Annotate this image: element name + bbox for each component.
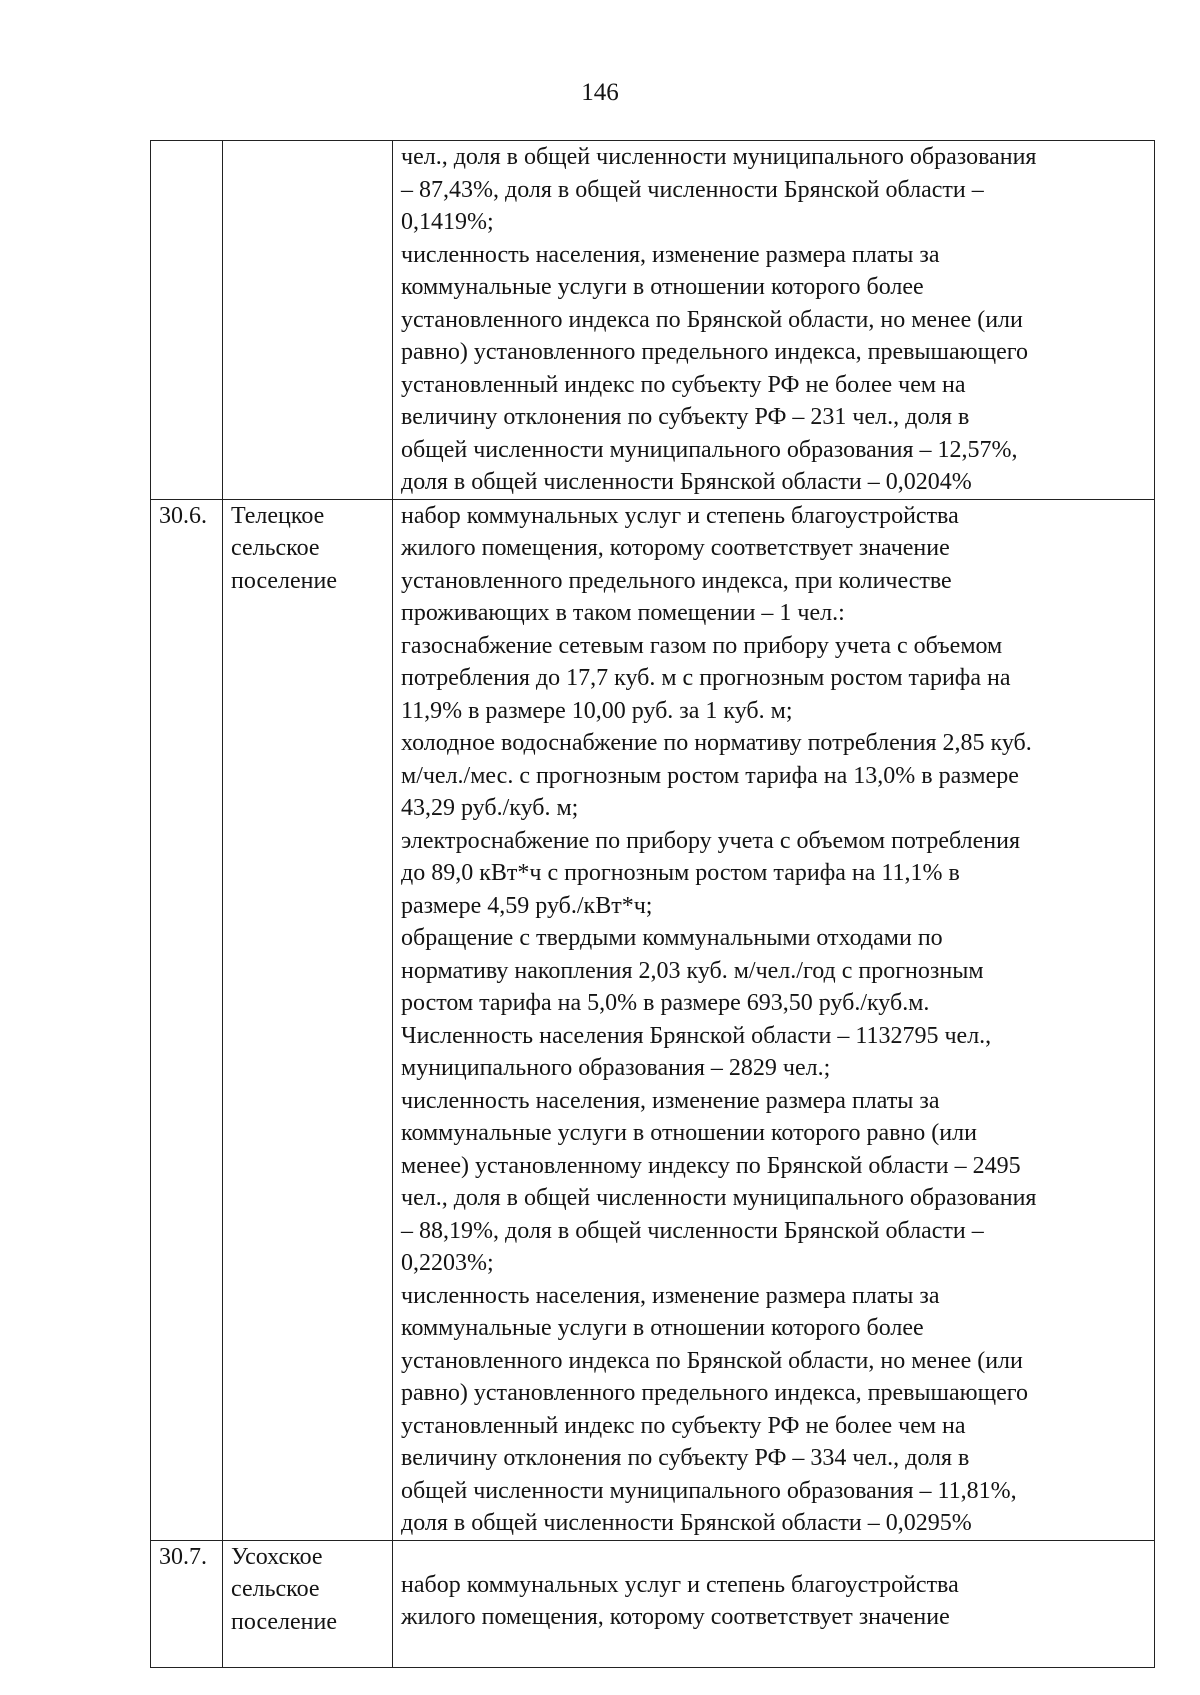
description-line: равно) установленного предельного индекса, превышающего xyxy=(401,1380,1028,1406)
description-line: нормативу накопления 2,03 куб. м/чел./год с прогнозным xyxy=(401,957,984,984)
settlement-name-line: сельское xyxy=(231,535,320,561)
description-line: установленный индекс по субъекту РФ не более чем на xyxy=(401,371,966,398)
description-line: – 88,19%, доля в общей численности Брянской области – xyxy=(401,1217,984,1244)
description-line: чел., доля в общей численности муниципального образования xyxy=(401,1185,1037,1211)
description-line: – 87,43%, доля в общей численности Брянской области – xyxy=(401,176,984,203)
description-line: установленного индекса по Брянской области, но менее (или xyxy=(401,306,1023,333)
description-line: менее) установленному индексу по Брянской области – 2495 xyxy=(401,1152,1021,1179)
description-line: 11,9% в размере 10,00 руб. за 1 куб. м; xyxy=(401,697,793,724)
description-line: газоснабжение сетевым газом по прибору учета с объемом xyxy=(401,632,1003,659)
description-line: муниципального образования – 2829 чел.; xyxy=(401,1055,831,1081)
description-line: ростом тарифа на 5,0% в размере 693,50 руб./куб.м. xyxy=(401,990,930,1016)
description-line: набор коммунальных услуг и степень благоустройства xyxy=(401,502,959,529)
table-row xyxy=(151,499,1155,1540)
description-line: установленный индекс по субъекту РФ не более чем на xyxy=(401,1412,966,1439)
description-line: 0,2203%; xyxy=(401,1250,494,1276)
description-line: общей численности муниципального образования – 11,81%, xyxy=(401,1477,1017,1504)
settlement-name-line: Усохское xyxy=(231,1543,323,1570)
description-line: численность населения, изменение размера платы за xyxy=(401,241,940,268)
description-line: жилого помещения, которому соответствует значение xyxy=(401,535,950,561)
row-number-cell xyxy=(151,141,223,500)
description-line: установленного предельного индекса, при количестве xyxy=(401,567,952,594)
description-line: обращение с твердыми коммунальными отходами по xyxy=(401,925,943,951)
description-line: размере 4,59 руб./кВт*ч; xyxy=(401,892,653,919)
description-line: доля в общей численности Брянской области – 0,0204% xyxy=(401,469,972,495)
settlement-name-line: поселение xyxy=(231,1608,338,1635)
settlement-name-cell xyxy=(223,499,393,1540)
description-line: м/чел./мес. с прогнозным ростом тарифа на 13,0% в размере xyxy=(401,762,1019,789)
description-cell xyxy=(393,499,1155,1540)
data-table xyxy=(150,140,1155,1668)
description-line: потребления до 17,7 куб. м с прогнозным ростом тарифа на xyxy=(401,665,1011,691)
settlement-name-cell xyxy=(223,141,393,500)
description-line: чел., доля в общей численности муниципального образования xyxy=(401,144,1037,170)
description-line: величину отклонения по субъекту РФ – 231 чел., доля в xyxy=(401,404,970,430)
table-row xyxy=(151,1540,1155,1667)
description-line: проживающих в таком помещении – 1 чел.: xyxy=(401,600,845,626)
description-line: установленного индекса по Брянской области, но менее (или xyxy=(401,1347,1023,1374)
description-line: холодное водоснабжение по нормативу потребления 2,85 куб. xyxy=(401,730,1032,756)
description-cell xyxy=(393,1540,1155,1667)
description-line: доля в общей численности Брянской области – 0,0295% xyxy=(401,1510,972,1536)
description-line: общей численности муниципального образования – 12,57%, xyxy=(401,436,1018,463)
row-number-cell: 30.7. xyxy=(151,1540,223,1667)
description-cell xyxy=(393,141,1155,500)
description-line: Численность населения Брянской области – 1132795 чел., xyxy=(401,1022,992,1049)
description-line: численность населения, изменение размера платы за xyxy=(401,1282,940,1309)
description-line: жилого помещения, которому соответствует значение xyxy=(401,1604,950,1630)
description-line: коммунальные услуги в отношении которого более xyxy=(401,1315,924,1341)
description-line: до 89,0 кВт*ч с прогнозным ростом тарифа на 11,1% в xyxy=(401,860,960,886)
settlement-name-cell xyxy=(223,1540,393,1667)
description-line: численность населения, изменение размера платы за xyxy=(401,1087,940,1114)
table-row xyxy=(151,141,1155,500)
description-line: равно) установленного предельного индекса, превышающего xyxy=(401,339,1028,365)
description-line: 0,1419%; xyxy=(401,209,494,235)
settlement-name-line: сельское xyxy=(231,1576,320,1602)
settlement-name-line: Телецкое xyxy=(231,502,325,529)
row-number-cell: 30.6. xyxy=(151,499,223,1540)
settlement-name-line: поселение xyxy=(231,567,338,594)
description-line: 43,29 руб./куб. м; xyxy=(401,795,579,821)
description-line: коммунальные услуги в отношении которого равно (или xyxy=(401,1120,977,1146)
description-line: набор коммунальных услуг и степень благоустройства xyxy=(401,1571,959,1598)
page-number: 146 xyxy=(581,79,619,106)
description-line: величину отклонения по субъекту РФ – 334 чел., доля в xyxy=(401,1445,970,1471)
description-line: электроснабжение по прибору учета с объемом потребления xyxy=(401,827,1020,854)
description-line: коммунальные услуги в отношении которого более xyxy=(401,274,924,300)
